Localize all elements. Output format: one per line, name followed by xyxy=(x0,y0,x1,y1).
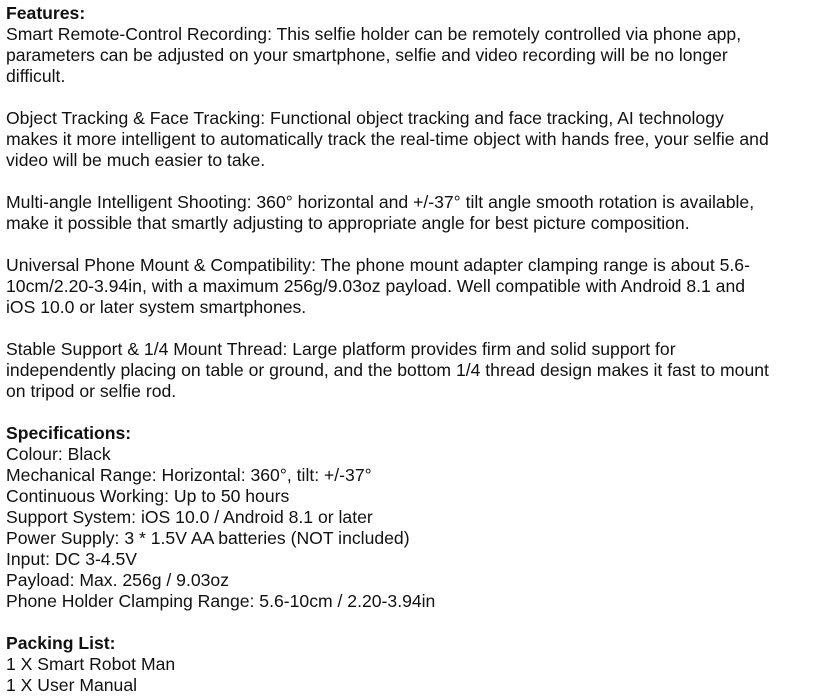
spec-support-system: Support System: iOS 10.0 / Android 8.1 or later xyxy=(6,507,373,527)
feature-universal-phone-mount xyxy=(6,255,814,318)
paragraph-spacer xyxy=(6,318,814,339)
packing-list-section xyxy=(6,633,814,696)
specifications-heading: Specifications: xyxy=(6,423,132,443)
feature-line: independently placing on table or ground, and the bottom 1/4 thread design makes it fast to mount xyxy=(6,360,769,380)
feature-stable-support-mount-thread xyxy=(6,339,814,402)
feature-object-face-tracking xyxy=(6,108,814,171)
feature-line: parameters can be adjusted on your smartphone, selfie and video recording will be no longer xyxy=(6,45,728,65)
features-section xyxy=(6,3,814,402)
feature-line: video will be much easier to take. xyxy=(6,150,266,170)
feature-line: on tripod or selfie rod. xyxy=(6,381,177,401)
packing-item-manual: 1 X User Manual xyxy=(6,675,138,695)
feature-line: make it possible that smartly adjusting to appropriate angle for best picture composition. xyxy=(6,213,690,233)
feature-line: Smart Remote-Control Recording: This selfie holder can be remotely controlled via phone app, xyxy=(6,24,742,44)
spec-mechanical-range: Mechanical Range: Horizontal: 360°, tilt: +/-37° xyxy=(6,465,372,485)
packing-list-heading: Packing List: xyxy=(6,633,116,653)
specifications-section xyxy=(6,423,814,612)
spec-clamping-range: Phone Holder Clamping Range: 5.6-10cm / 2.20-3.94in xyxy=(6,591,436,611)
paragraph-spacer xyxy=(6,171,814,192)
feature-line: Object Tracking & Face Tracking: Functional object tracking and face tracking, AI technology xyxy=(6,108,724,128)
feature-line: Multi-angle Intelligent Shooting: 360° horizontal and +/-37° tilt angle smooth rotation is available, xyxy=(6,192,755,212)
feature-line: 10cm/2.20-3.94in, with a maximum 256g/9.03oz payload. Well compatible with Android 8.1 and xyxy=(6,276,746,296)
paragraph-spacer xyxy=(6,234,814,255)
features-heading: Features: xyxy=(6,3,86,23)
spec-payload: Payload: Max. 256g / 9.03oz xyxy=(6,570,229,590)
feature-line: difficult. xyxy=(6,66,66,86)
section-spacer xyxy=(6,402,814,423)
feature-line: Universal Phone Mount & Compatibility: The phone mount adapter clamping range is about 5.6- xyxy=(6,255,750,275)
packing-item-robot: 1 X Smart Robot Man xyxy=(6,654,176,674)
spec-continuous-working: Continuous Working: Up to 50 hours xyxy=(6,486,290,506)
section-spacer xyxy=(6,612,814,633)
feature-line: Stable Support & 1/4 Mount Thread: Large platform provides firm and solid support for xyxy=(6,339,676,359)
spec-input: Input: DC 3-4.5V xyxy=(6,549,138,569)
spec-power-supply: Power Supply: 3 * 1.5V AA batteries (NOT included) xyxy=(6,528,410,548)
feature-line: iOS 10.0 or later system smartphones. xyxy=(6,297,307,317)
feature-multi-angle-shooting xyxy=(6,192,814,234)
paragraph-spacer xyxy=(6,87,814,108)
feature-remote-control-recording xyxy=(6,24,814,87)
spec-colour: Colour: Black xyxy=(6,444,111,464)
feature-line: makes it more intelligent to automatically track the real-time object with hands free, your selfie and xyxy=(6,129,769,149)
